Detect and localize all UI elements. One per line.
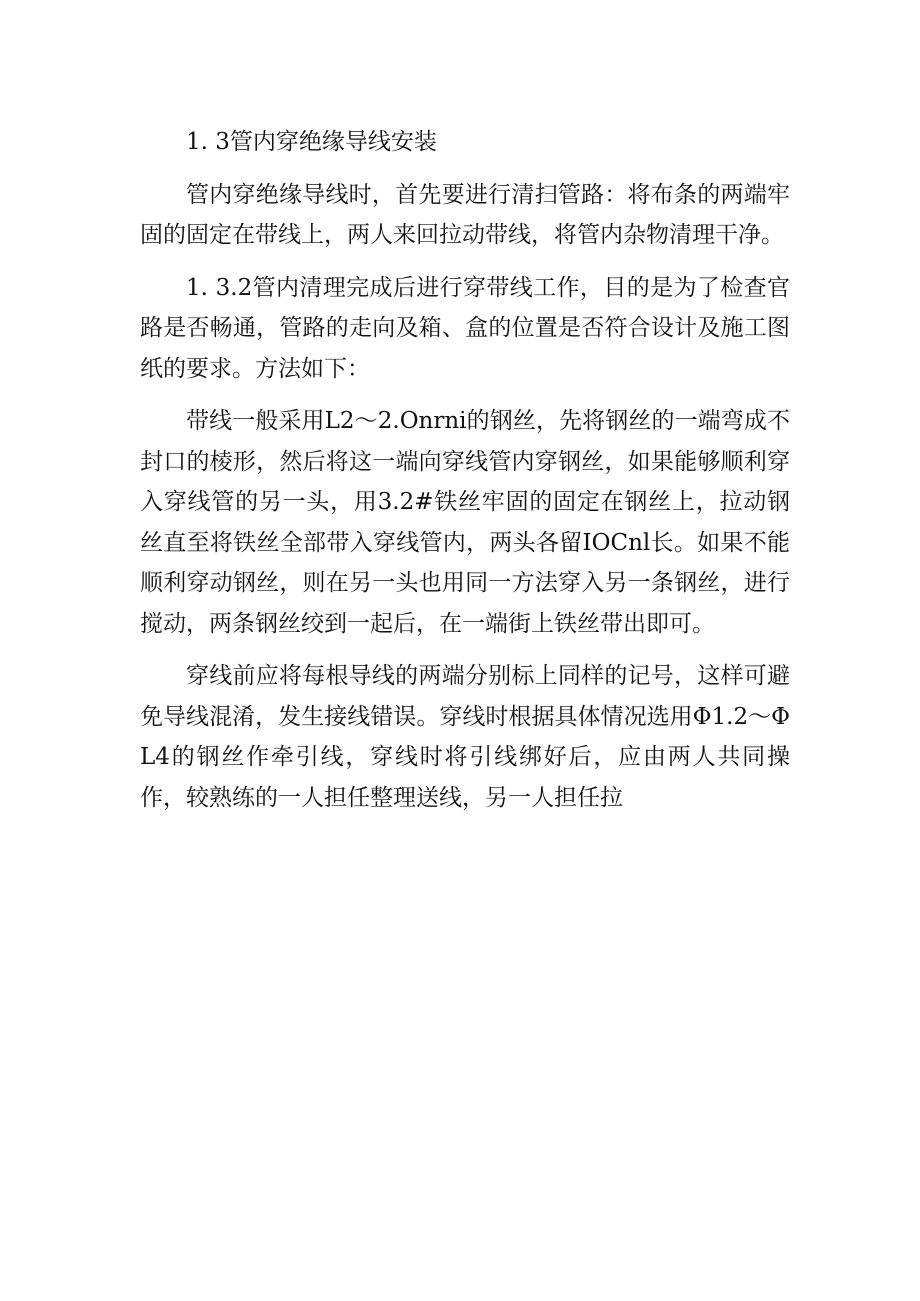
paragraph-wire-marking: 穿线前应将每根导线的两端分别标上同样的记号，这样可避免导线混淆，发生接线错误。穿线时根据具体情况选用Φ1.2～ΦL4的钢丝作牵引线，穿线时将引线绑好后，应由两人共同操作，较熟练的一人担任整理送线，另一人担任拉: [140, 663, 790, 811]
paragraph-cleaning: 管内穿绝缘导线时，首先要进行清扫管路：将布条的两端牢固的固定在带线上，两人来回拉动带线，将管内杂物清理干净。: [140, 181, 790, 248]
paragraph-threading-check: 1. 3.2管内清理完成后进行穿带线工作，目的是为了检查官路是否畅通，管路的走向及箱、盒的位置是否符合设计及施工图纸的要求。方法如下：: [140, 274, 790, 382]
paragraph-steel-wire-method: 带线一般采用L2～2.Onrni的钢丝，先将钢丝的一端弯成不封口的棱形，然后将这一端向穿线管内穿钢丝，如果能够顺利穿入穿线管的另一头，用3.2#铁丝牢固的固定在钢丝上，拉动钢丝直至将铁丝全部带入穿线管内，两头各留IOCnl长。如果不能顺利穿动钢丝，则在另一头也用同一方法穿入另一条钢丝，进行搅动，两条钢丝绞到一起后，在一端街上铁丝带出即可。: [140, 408, 790, 637]
section-heading: 1. 3管内穿绝缘导线安装: [186, 129, 437, 155]
document-body: [140, 122, 790, 830]
